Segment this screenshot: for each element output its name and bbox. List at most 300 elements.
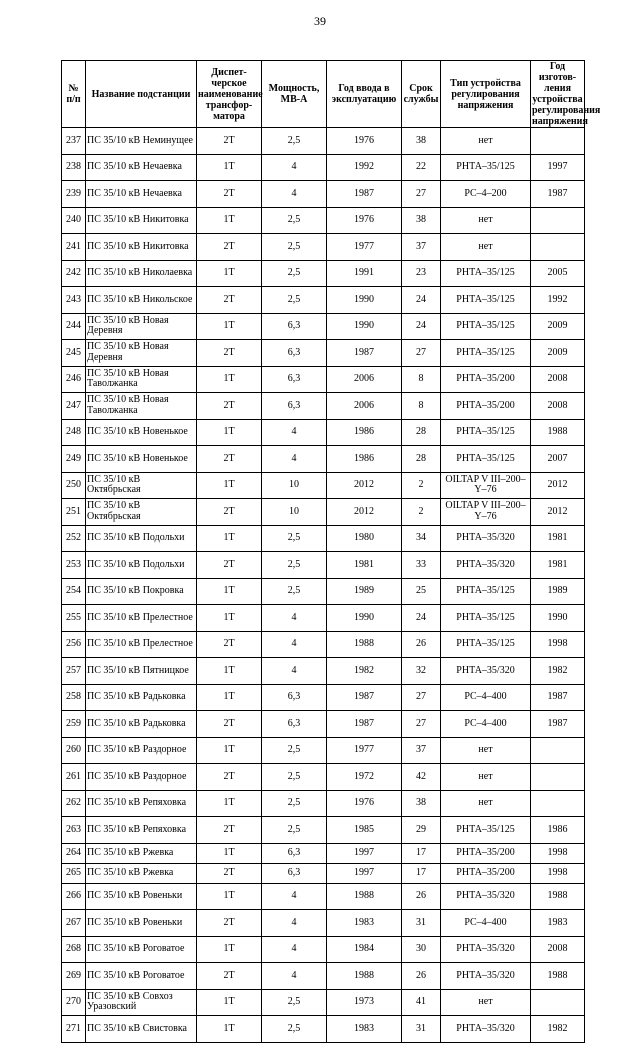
cell-substation-name: ПС 35/10 кВ Новенькое — [86, 419, 197, 446]
cell-service-life: 26 — [402, 883, 441, 910]
table-row — [62, 684, 585, 711]
cell-row-number: 268 — [62, 936, 86, 963]
cell-commission-year: 1986 — [327, 419, 402, 446]
cell-dispatch-name: 1Т — [197, 936, 262, 963]
cell-service-life: 17 — [402, 863, 441, 883]
cell-regulator-type: РС–4–400 — [441, 711, 531, 738]
cell-row-number: 246 — [62, 366, 86, 393]
cell-service-life: 27 — [402, 684, 441, 711]
cell-commission-year: 1990 — [327, 605, 402, 632]
table-row — [62, 446, 585, 473]
cell-regulator-type: OILTAP V III–200–Y–76 — [441, 499, 531, 526]
table-row — [62, 472, 585, 499]
cell-dispatch-name: 2Т — [197, 340, 262, 367]
cell-service-life: 27 — [402, 181, 441, 208]
cell-regulator-year: 2007 — [531, 446, 585, 473]
cell-regulator-year: 1992 — [531, 287, 585, 314]
cell-commission-year: 1972 — [327, 764, 402, 791]
cell-row-number: 259 — [62, 711, 86, 738]
cell-substation-name: ПС 35/10 кВ Свистовка — [86, 1016, 197, 1043]
cell-row-number: 248 — [62, 419, 86, 446]
cell-power: 2,5 — [262, 578, 327, 605]
cell-regulator-type: нет — [441, 737, 531, 764]
header-power: Мощность, МВ-А — [262, 61, 327, 128]
cell-row-number: 239 — [62, 181, 86, 208]
cell-service-life: 34 — [402, 525, 441, 552]
cell-row-number: 244 — [62, 313, 86, 340]
cell-row-number: 271 — [62, 1016, 86, 1043]
table-row — [62, 843, 585, 863]
cell-service-life: 28 — [402, 446, 441, 473]
cell-substation-name: ПС 35/10 кВ Радьковка — [86, 684, 197, 711]
cell-row-number: 241 — [62, 234, 86, 261]
cell-service-life: 41 — [402, 989, 441, 1016]
table-row — [62, 366, 585, 393]
cell-service-life: 32 — [402, 658, 441, 685]
cell-regulator-year — [531, 989, 585, 1016]
cell-row-number: 258 — [62, 684, 86, 711]
cell-commission-year: 1988 — [327, 883, 402, 910]
table-body — [62, 128, 585, 1043]
cell-regulator-year: 1990 — [531, 605, 585, 632]
cell-dispatch-name: 1Т — [197, 366, 262, 393]
cell-substation-name: ПС 35/10 кВ Подольхи — [86, 552, 197, 579]
cell-regulator-type: РНТА–35/125 — [441, 817, 531, 844]
cell-row-number: 270 — [62, 989, 86, 1016]
cell-substation-name: ПС 35/10 кВ Новая Деревня — [86, 313, 197, 340]
cell-dispatch-name: 2Т — [197, 631, 262, 658]
cell-regulator-type: РНТА–35/125 — [441, 631, 531, 658]
cell-dispatch-name: 1Т — [197, 737, 262, 764]
cell-dispatch-name: 1Т — [197, 154, 262, 181]
cell-regulator-year: 2005 — [531, 260, 585, 287]
cell-regulator-type: РНТА–35/200 — [441, 366, 531, 393]
cell-regulator-year: 2012 — [531, 499, 585, 526]
cell-dispatch-name: 1Т — [197, 313, 262, 340]
cell-commission-year: 1977 — [327, 737, 402, 764]
cell-regulator-type: РНТА–35/320 — [441, 883, 531, 910]
cell-dispatch-name: 1Т — [197, 419, 262, 446]
cell-substation-name: ПС 35/10 кВ Неминущее — [86, 128, 197, 155]
cell-power: 4 — [262, 910, 327, 937]
cell-dispatch-name: 1Т — [197, 989, 262, 1016]
cell-regulator-year: 1983 — [531, 910, 585, 937]
cell-commission-year: 1977 — [327, 234, 402, 261]
cell-service-life: 25 — [402, 578, 441, 605]
cell-regulator-type: РНТА–35/125 — [441, 154, 531, 181]
cell-regulator-year: 2009 — [531, 313, 585, 340]
cell-power: 4 — [262, 605, 327, 632]
cell-service-life: 24 — [402, 313, 441, 340]
cell-regulator-type: РНТА–35/320 — [441, 525, 531, 552]
cell-regulator-year: 2008 — [531, 936, 585, 963]
cell-dispatch-name: 2Т — [197, 234, 262, 261]
cell-service-life: 8 — [402, 366, 441, 393]
cell-row-number: 269 — [62, 963, 86, 990]
cell-power: 2,5 — [262, 234, 327, 261]
cell-service-life: 38 — [402, 207, 441, 234]
cell-power: 2,5 — [262, 207, 327, 234]
cell-regulator-year: 1982 — [531, 1016, 585, 1043]
cell-commission-year: 1990 — [327, 313, 402, 340]
cell-row-number: 245 — [62, 340, 86, 367]
cell-power: 10 — [262, 499, 327, 526]
cell-power: 4 — [262, 936, 327, 963]
cell-substation-name: ПС 35/10 кВ Ржевка — [86, 843, 197, 863]
header-service-life: Срок службы — [402, 61, 441, 128]
cell-regulator-year — [531, 128, 585, 155]
cell-substation-name: ПС 35/10 кВ Новенькое — [86, 446, 197, 473]
table-row — [62, 499, 585, 526]
cell-power: 2,5 — [262, 525, 327, 552]
cell-commission-year: 1991 — [327, 260, 402, 287]
table-row — [62, 711, 585, 738]
cell-regulator-type: РНТА–35/200 — [441, 393, 531, 420]
cell-regulator-type: нет — [441, 234, 531, 261]
cell-power: 2,5 — [262, 989, 327, 1016]
cell-power: 4 — [262, 963, 327, 990]
cell-service-life: 26 — [402, 963, 441, 990]
cell-commission-year: 1989 — [327, 578, 402, 605]
cell-regulator-year — [531, 764, 585, 791]
cell-commission-year: 1997 — [327, 843, 402, 863]
cell-regulator-type: РНТА–35/200 — [441, 863, 531, 883]
table-row — [62, 764, 585, 791]
cell-service-life: 22 — [402, 154, 441, 181]
cell-row-number: 238 — [62, 154, 86, 181]
cell-power: 2,5 — [262, 790, 327, 817]
cell-service-life: 27 — [402, 340, 441, 367]
cell-substation-name: ПС 35/10 кВ Нечаевка — [86, 154, 197, 181]
cell-substation-name: ПС 35/10 кВ Ровеньки — [86, 883, 197, 910]
cell-dispatch-name: 2Т — [197, 863, 262, 883]
cell-substation-name: ПС 35/10 кВ Репяховка — [86, 817, 197, 844]
cell-service-life: 29 — [402, 817, 441, 844]
cell-service-life: 31 — [402, 1016, 441, 1043]
header-dispatch-name: Диспет-черское наименование трансфор-матора — [197, 61, 262, 128]
cell-row-number: 267 — [62, 910, 86, 937]
table-row — [62, 658, 585, 685]
cell-regulator-year — [531, 737, 585, 764]
cell-regulator-type: нет — [441, 790, 531, 817]
cell-power: 2,5 — [262, 817, 327, 844]
cell-commission-year: 1976 — [327, 790, 402, 817]
cell-regulator-type: нет — [441, 989, 531, 1016]
cell-substation-name: ПС 35/10 кВ Новая Таволжанка — [86, 366, 197, 393]
cell-power: 2,5 — [262, 287, 327, 314]
table-row — [62, 817, 585, 844]
cell-power: 6,3 — [262, 313, 327, 340]
cell-commission-year: 1997 — [327, 863, 402, 883]
cell-service-life: 37 — [402, 234, 441, 261]
table-row — [62, 737, 585, 764]
cell-regulator-year: 1987 — [531, 684, 585, 711]
cell-regulator-type: нет — [441, 207, 531, 234]
table-row — [62, 287, 585, 314]
cell-commission-year: 1983 — [327, 910, 402, 937]
cell-dispatch-name: 2Т — [197, 552, 262, 579]
cell-regulator-type: РС–4–400 — [441, 910, 531, 937]
cell-row-number: 260 — [62, 737, 86, 764]
table-row — [62, 631, 585, 658]
cell-substation-name: ПС 35/10 кВ Пятницкое — [86, 658, 197, 685]
cell-power: 2,5 — [262, 764, 327, 791]
cell-row-number: 249 — [62, 446, 86, 473]
cell-row-number: 237 — [62, 128, 86, 155]
cell-service-life: 26 — [402, 631, 441, 658]
table-row — [62, 936, 585, 963]
cell-regulator-type: РНТА–35/320 — [441, 963, 531, 990]
cell-commission-year: 1976 — [327, 128, 402, 155]
cell-power: 6,3 — [262, 684, 327, 711]
cell-service-life: 2 — [402, 499, 441, 526]
cell-power: 6,3 — [262, 366, 327, 393]
cell-row-number: 247 — [62, 393, 86, 420]
cell-regulator-year: 2008 — [531, 366, 585, 393]
cell-regulator-year: 1986 — [531, 817, 585, 844]
cell-dispatch-name: 1Т — [197, 207, 262, 234]
cell-substation-name: ПС 35/10 кВ Нечаевка — [86, 181, 197, 208]
cell-service-life: 30 — [402, 936, 441, 963]
cell-regulator-year: 1981 — [531, 552, 585, 579]
cell-regulator-type: нет — [441, 764, 531, 791]
cell-regulator-year: 1982 — [531, 658, 585, 685]
cell-power: 6,3 — [262, 863, 327, 883]
cell-commission-year: 1988 — [327, 963, 402, 990]
cell-power: 4 — [262, 631, 327, 658]
cell-substation-name: ПС 35/10 кВ Новая Таволжанка — [86, 393, 197, 420]
cell-regulator-year: 1998 — [531, 863, 585, 883]
table-row — [62, 260, 585, 287]
cell-service-life: 33 — [402, 552, 441, 579]
cell-dispatch-name: 1Т — [197, 883, 262, 910]
cell-regulator-year: 2012 — [531, 472, 585, 499]
cell-service-life: 24 — [402, 287, 441, 314]
cell-dispatch-name: 2Т — [197, 963, 262, 990]
table-row — [62, 207, 585, 234]
cell-service-life: 37 — [402, 737, 441, 764]
cell-substation-name: ПС 35/10 кВ Прелестное — [86, 605, 197, 632]
cell-power: 6,3 — [262, 711, 327, 738]
cell-regulator-type: РС–4–400 — [441, 684, 531, 711]
cell-commission-year: 1984 — [327, 936, 402, 963]
cell-service-life: 31 — [402, 910, 441, 937]
cell-regulator-type: нет — [441, 128, 531, 155]
header-regulator-type: Тип устройства регулирования напряжения — [441, 61, 531, 128]
cell-substation-name: ПС 35/10 кВ Николаевка — [86, 260, 197, 287]
cell-commission-year: 2006 — [327, 393, 402, 420]
cell-commission-year: 2012 — [327, 499, 402, 526]
cell-row-number: 252 — [62, 525, 86, 552]
cell-substation-name: ПС 35/10 кВ Радьковка — [86, 711, 197, 738]
cell-regulator-type: РНТА–35/125 — [441, 260, 531, 287]
cell-service-life: 38 — [402, 128, 441, 155]
cell-regulator-year: 1988 — [531, 883, 585, 910]
cell-power: 10 — [262, 472, 327, 499]
cell-substation-name: ПС 35/10 кВ Совхоз Уразовский — [86, 989, 197, 1016]
cell-row-number: 254 — [62, 578, 86, 605]
cell-regulator-type: РНТА–35/125 — [441, 446, 531, 473]
cell-regulator-type: РНТА–35/125 — [441, 419, 531, 446]
cell-regulator-type: РНТА–35/320 — [441, 552, 531, 579]
table-row — [62, 181, 585, 208]
table-row — [62, 552, 585, 579]
cell-commission-year: 1987 — [327, 181, 402, 208]
table-row — [62, 234, 585, 261]
cell-service-life: 38 — [402, 790, 441, 817]
cell-power: 6,3 — [262, 393, 327, 420]
cell-row-number: 265 — [62, 863, 86, 883]
cell-commission-year: 1982 — [327, 658, 402, 685]
cell-power: 4 — [262, 446, 327, 473]
cell-power: 6,3 — [262, 340, 327, 367]
cell-regulator-year: 1988 — [531, 419, 585, 446]
table-row — [62, 525, 585, 552]
cell-regulator-type: РНТА–35/125 — [441, 578, 531, 605]
cell-commission-year: 1980 — [327, 525, 402, 552]
cell-power: 2,5 — [262, 552, 327, 579]
cell-commission-year: 1988 — [327, 631, 402, 658]
cell-regulator-year: 1997 — [531, 154, 585, 181]
header-substation-name: Название подстанции — [86, 61, 197, 128]
cell-dispatch-name: 2Т — [197, 764, 262, 791]
cell-dispatch-name: 1Т — [197, 843, 262, 863]
cell-row-number: 253 — [62, 552, 86, 579]
table-row — [62, 1016, 585, 1043]
cell-substation-name: ПС 35/10 кВ Ржевка — [86, 863, 197, 883]
cell-dispatch-name: 1Т — [197, 605, 262, 632]
cell-commission-year: 1985 — [327, 817, 402, 844]
cell-service-life: 8 — [402, 393, 441, 420]
cell-dispatch-name: 2Т — [197, 393, 262, 420]
table-row — [62, 419, 585, 446]
cell-commission-year: 1981 — [327, 552, 402, 579]
cell-substation-name: ПС 35/10 кВ Никитовка — [86, 234, 197, 261]
cell-power: 4 — [262, 658, 327, 685]
cell-row-number: 257 — [62, 658, 86, 685]
cell-power: 4 — [262, 181, 327, 208]
cell-substation-name: ПС 35/10 кВ Никольское — [86, 287, 197, 314]
cell-regulator-type: РС–4–200 — [441, 181, 531, 208]
cell-row-number: 263 — [62, 817, 86, 844]
cell-regulator-year: 1987 — [531, 181, 585, 208]
cell-substation-name: ПС 35/10 кВ Октябрьская — [86, 472, 197, 499]
cell-dispatch-name: 2Т — [197, 817, 262, 844]
cell-substation-name: ПС 35/10 кВ Раздорное — [86, 737, 197, 764]
cell-regulator-type: РНТА–35/125 — [441, 313, 531, 340]
cell-substation-name: ПС 35/10 кВ Репяховка — [86, 790, 197, 817]
cell-power: 2,5 — [262, 737, 327, 764]
cell-regulator-year: 1989 — [531, 578, 585, 605]
cell-substation-name: ПС 35/10 кВ Никитовка — [86, 207, 197, 234]
cell-dispatch-name: 1Т — [197, 525, 262, 552]
cell-regulator-year — [531, 234, 585, 261]
table-row — [62, 340, 585, 367]
substation-table — [61, 60, 601, 1043]
table-row — [62, 605, 585, 632]
cell-power: 2,5 — [262, 128, 327, 155]
cell-regulator-type: РНТА–35/320 — [441, 936, 531, 963]
cell-row-number: 261 — [62, 764, 86, 791]
table-row — [62, 154, 585, 181]
table-row — [62, 578, 585, 605]
cell-dispatch-name: 2Т — [197, 287, 262, 314]
cell-substation-name: ПС 35/10 кВ Прелестное — [86, 631, 197, 658]
cell-dispatch-name: 2Т — [197, 910, 262, 937]
cell-dispatch-name: 1Т — [197, 1016, 262, 1043]
cell-commission-year: 1986 — [327, 446, 402, 473]
cell-power: 6,3 — [262, 843, 327, 863]
cell-dispatch-name: 2Т — [197, 181, 262, 208]
table-row — [62, 883, 585, 910]
cell-substation-name: ПС 35/10 кВ Октябрьская — [86, 499, 197, 526]
table-row — [62, 790, 585, 817]
cell-regulator-type: OILTAP V III–200–Y–76 — [441, 472, 531, 499]
cell-dispatch-name: 1Т — [197, 578, 262, 605]
cell-row-number: 243 — [62, 287, 86, 314]
cell-row-number: 250 — [62, 472, 86, 499]
table-row — [62, 128, 585, 155]
cell-regulator-type: РНТА–35/320 — [441, 1016, 531, 1043]
cell-service-life: 24 — [402, 605, 441, 632]
cell-service-life: 27 — [402, 711, 441, 738]
cell-dispatch-name: 1Т — [197, 472, 262, 499]
table-header-row — [62, 61, 585, 128]
cell-row-number: 262 — [62, 790, 86, 817]
cell-substation-name: ПС 35/10 кВ Новая Деревня — [86, 340, 197, 367]
page-number: 39 — [314, 14, 326, 28]
cell-regulator-type: РНТА–35/320 — [441, 658, 531, 685]
cell-power: 2,5 — [262, 260, 327, 287]
cell-service-life: 42 — [402, 764, 441, 791]
cell-power: 4 — [262, 883, 327, 910]
cell-power: 2,5 — [262, 1016, 327, 1043]
cell-regulator-year: 1981 — [531, 525, 585, 552]
cell-commission-year: 2012 — [327, 472, 402, 499]
cell-row-number: 256 — [62, 631, 86, 658]
table-row — [62, 863, 585, 883]
cell-regulator-year: 1987 — [531, 711, 585, 738]
cell-substation-name: ПС 35/10 кВ Ровеньки — [86, 910, 197, 937]
cell-row-number: 242 — [62, 260, 86, 287]
cell-power: 4 — [262, 419, 327, 446]
cell-regulator-year — [531, 207, 585, 234]
cell-regulator-type: РНТА–35/125 — [441, 287, 531, 314]
header-regulator-year: Год изготов-ления устройства регулирования напряжения — [532, 61, 601, 127]
cell-dispatch-name: 1Т — [197, 658, 262, 685]
table-row — [62, 910, 585, 937]
cell-dispatch-name: 1Т — [197, 684, 262, 711]
cell-row-number: 251 — [62, 499, 86, 526]
cell-row-number: 264 — [62, 843, 86, 863]
cell-dispatch-name: 2Т — [197, 446, 262, 473]
cell-dispatch-name: 1Т — [197, 260, 262, 287]
cell-commission-year: 1987 — [327, 711, 402, 738]
table-row — [62, 989, 585, 1016]
header-commission-year: Год ввода в эксплуатацию — [327, 61, 402, 128]
cell-commission-year: 1990 — [327, 287, 402, 314]
cell-substation-name: ПС 35/10 кВ Подольхи — [86, 525, 197, 552]
cell-substation-name: ПС 35/10 кВ Роговатое — [86, 963, 197, 990]
cell-commission-year: 1983 — [327, 1016, 402, 1043]
cell-substation-name: ПС 35/10 кВ Покровка — [86, 578, 197, 605]
table-row — [62, 313, 585, 340]
cell-row-number: 266 — [62, 883, 86, 910]
cell-regulator-year: 1988 — [531, 963, 585, 990]
cell-regulator-type: РНТА–35/125 — [441, 340, 531, 367]
cell-commission-year: 1987 — [327, 340, 402, 367]
cell-regulator-year: 2009 — [531, 340, 585, 367]
